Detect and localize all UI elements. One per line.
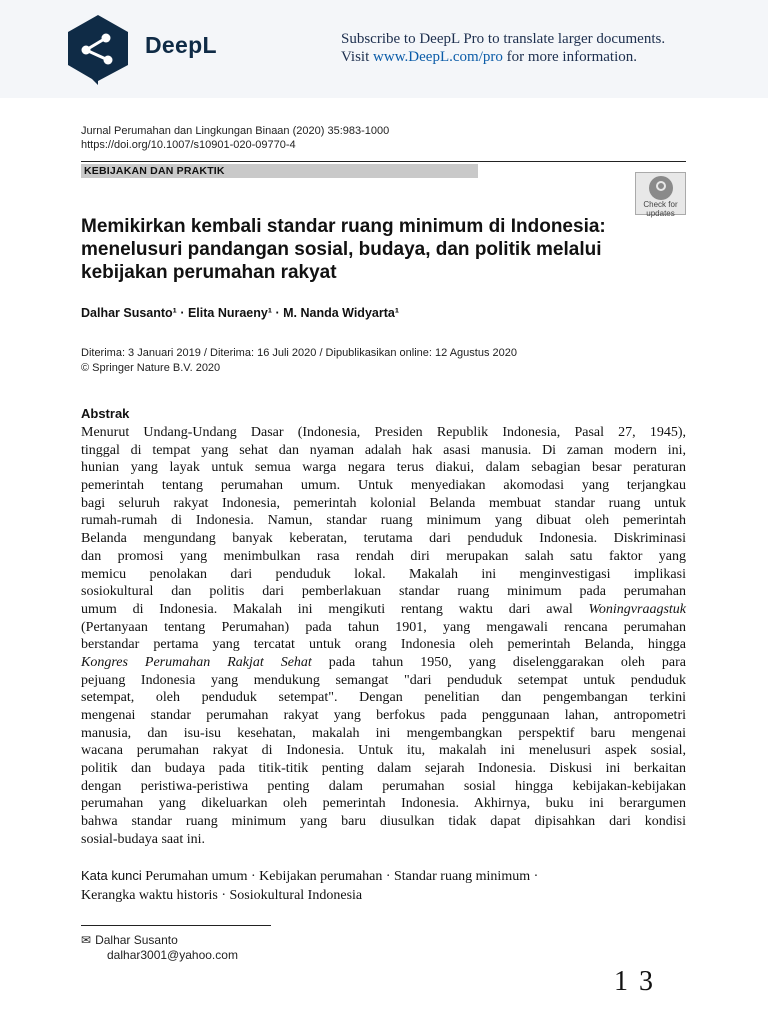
abstract-line: Belanda mengundang banyak keberatan, terutama dari penduduk Indonesia. Diskriminasi bbox=[81, 531, 686, 547]
check-updates-icon bbox=[649, 176, 673, 200]
check-label-1: Check for bbox=[643, 200, 678, 209]
check-label-2: updates bbox=[646, 209, 675, 218]
abstract-line: rumah-rumah di Indonesia. Namun, standar ruang minimum yang dibuat oleh pemerintah bbox=[81, 513, 686, 529]
abstract-line: bagi seluruh rakyat Indonesia, pemerintah kolonial Belanda membuat standar ruang untuk bbox=[81, 495, 686, 511]
keywords-text-1: Perumahan umum · Kebijakan perumahan · Standar ruang minimum · bbox=[141, 869, 539, 884]
abstract-line: berstandar pertama yang tercatat untuk orang Indonesia oleh pemerintah Belanda, hingga bbox=[81, 637, 686, 653]
abstract-line: wacana perumahan rakyat di Indonesia. Untuk itu, makalah ini menelusuri aspek sosial, bbox=[81, 743, 686, 759]
abstract-line: tinggal di tempat yang sehat dan nyaman adalah hak asasi manusia. Di zaman modern ini, bbox=[81, 442, 686, 458]
abstract-line: (Pertanyaan tentang Perumahan) pada tahun 1901, yang mengawali rencana perumahan bbox=[81, 619, 686, 635]
abstract-text: umum di Indonesia. Makalah ini mengikuti rentang waktu dari awal bbox=[81, 601, 573, 617]
title-line: Memikirkan kembali standar ruang minimum di Indonesia: bbox=[81, 216, 606, 237]
publication-dates bbox=[81, 346, 517, 376]
deepl-logo-text: DeepL bbox=[145, 32, 217, 58]
journal-citation: Jurnal Perumahan dan Lingkungan Binaan (2020) 35:983-1000 bbox=[81, 125, 390, 137]
abstract-text: pada tahun 1950, yang diselenggarakan oleh para bbox=[328, 654, 686, 670]
abstract-line: manusia, dan isu-isu kesehatan, makalah ini mengembangkan perspektif baru mengenai bbox=[81, 725, 686, 741]
keywords-label: Kata kunci bbox=[81, 868, 142, 883]
keywords-line-1 bbox=[81, 866, 686, 886]
doi-link[interactable]: https://doi.org/10.1007/s10901-020-09770-4 bbox=[81, 139, 296, 151]
promo-line-1: Subscribe to DeepL Pro to translate larger documents. bbox=[341, 31, 666, 47]
check-for-updates-badge[interactable] bbox=[635, 172, 686, 218]
header-divider bbox=[81, 161, 686, 162]
abstract-line: dan promosi yang menimbulkan rasa rendah diri merupakan salah satu faktor yang bbox=[81, 548, 686, 564]
corresponding-author bbox=[81, 933, 238, 963]
section-label: KEBIJAKAN DAN PRAKTIK bbox=[81, 164, 478, 178]
promo-line-2 bbox=[341, 48, 761, 66]
deepl-pro-link[interactable]: www.DeepL.com/pro bbox=[373, 49, 503, 65]
abstract-line: sosiokultural dan politis dari pemberlakuan standar ruang minimum pada perumahan bbox=[81, 584, 686, 600]
abstract-line: politik dan budaya pada titik-titik penting dalam sejarah Indonesia. Diskusi ini berkaitan bbox=[81, 761, 686, 777]
abstract-body bbox=[81, 424, 686, 849]
abstract-line: Menurut Undang-Undang Dasar (Indonesia, Presiden Republik Indonesia, Pasal 27, 1945), bbox=[81, 425, 686, 440]
abstract-line: memicu penolakan dari penduduk lokal. Makalah ini menginvestigasi implikasi bbox=[81, 566, 686, 582]
springer-page-mark: 1 3 bbox=[614, 966, 655, 997]
contact-name-line bbox=[81, 933, 238, 948]
envelope-icon: ✉ bbox=[81, 933, 92, 947]
abstract-line-with-italic bbox=[81, 601, 686, 619]
abstract-heading: Abstrak bbox=[81, 406, 130, 421]
abstract-line: perumahan yang dikeluarkan oleh pemerintah Indonesia. Akhirnya, buku ini berargumen bbox=[81, 796, 686, 812]
author-list: Dalhar Susanto¹ · Elita Nuraeny¹ · M. Nanda Widyarta¹ bbox=[81, 306, 399, 320]
article-title bbox=[81, 215, 661, 284]
keywords bbox=[81, 866, 686, 905]
italic-term: Kongres Perumahan Rakjat Sehat bbox=[81, 654, 312, 670]
promo-suffix: for more information. bbox=[502, 49, 637, 65]
abstract-line: dengan peristiwa-peristiwa penting dalam perumahan sosial hingga kebijakan-kebijakan bbox=[81, 778, 686, 794]
abstract-line: pemerintah tentang perumahan umum. Untuk menyediakan akomodasi yang terjangkau bbox=[81, 478, 686, 494]
deepl-banner bbox=[0, 0, 768, 98]
deepl-logo-icon bbox=[64, 13, 132, 85]
title-line: kebijakan perumahan rakyat bbox=[81, 262, 337, 283]
title-line: menelusuri pandangan sosial, budaya, dan politik melalui bbox=[81, 239, 602, 260]
abstract-line: bahwa standar ruang minimum yang baru diusulkan tidak dapat dipisahkan dari kondisi bbox=[81, 814, 686, 830]
copyright-line: © Springer Nature B.V. 2020 bbox=[81, 362, 221, 374]
italic-term: Woningvraagstuk bbox=[588, 601, 687, 617]
abstract-line-with-italic bbox=[81, 654, 686, 672]
abstract-line: sosial-budaya saat ini. bbox=[81, 831, 206, 847]
journal-info bbox=[81, 124, 389, 152]
abstract-line: hunian yang layak untuk semua warga negara terus diakui, dalam sebagian besar peraturan bbox=[81, 460, 686, 476]
deepl-promo bbox=[341, 30, 761, 66]
contact-email[interactable]: dalhar3001@yahoo.com bbox=[107, 948, 238, 962]
abstract-line: mengenai standar perumahan rakyat yang berfokus pada penggunaan lahan, antropometri bbox=[81, 708, 686, 723]
abstract-line: setempat, oleh penduduk setempat". Dengan penelitian dan pengembangan terkini bbox=[81, 690, 686, 706]
abstract-line: pejuang Indonesia yang mendukung semangat "dari penduduk setempat untuk penduduk bbox=[81, 672, 686, 688]
contact-name: Dalhar Susanto bbox=[95, 933, 178, 947]
keywords-line-2: Kerangka waktu historis · Sosiokultural Indonesia bbox=[81, 888, 363, 903]
footnote-divider bbox=[81, 925, 271, 926]
dates-line: Diterima: 3 Januari 2019 / Diterima: 16 Juli 2020 / Dipublikasikan online: 12 Agustus 2020 bbox=[81, 347, 517, 359]
promo-prefix: Visit bbox=[341, 49, 374, 65]
